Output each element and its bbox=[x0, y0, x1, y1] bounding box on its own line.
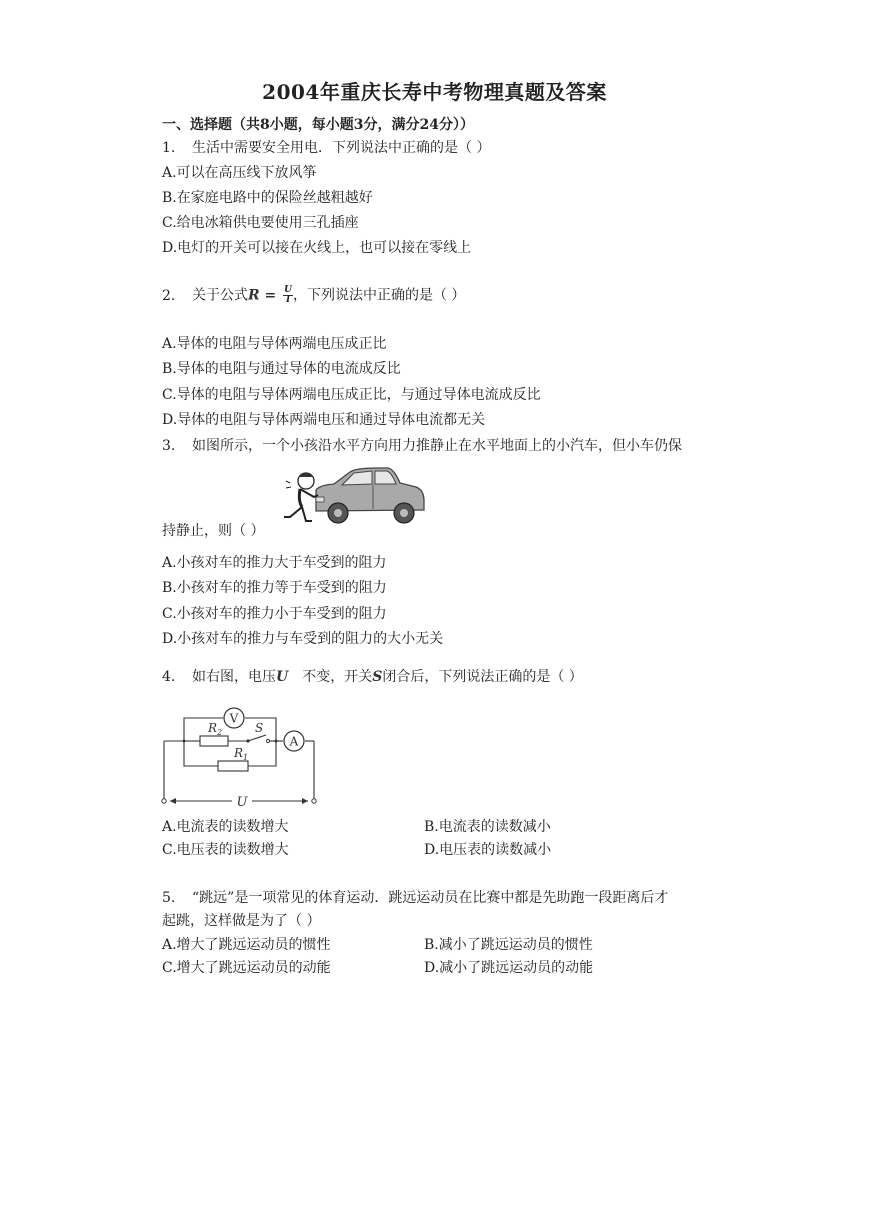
right-terminal bbox=[312, 799, 316, 803]
voltage-arrow-left bbox=[170, 798, 176, 804]
switch-blade bbox=[248, 735, 266, 741]
child-arm bbox=[300, 489, 318, 497]
question-4-option-b: B.电流表的读数减小 bbox=[424, 819, 551, 835]
question-2-stem bbox=[162, 286, 465, 305]
question-3-number: 3. bbox=[162, 438, 176, 454]
question-5-stem-line1 bbox=[162, 889, 668, 907]
question-2-option-c: C.导体的电阻与导体两端电压成正比，与通过导体电流成反比 bbox=[162, 387, 541, 403]
car-front-hub bbox=[334, 509, 342, 517]
question-2-text-pre: 关于公式 bbox=[192, 287, 248, 304]
left-terminal bbox=[162, 799, 166, 803]
child-leg-back bbox=[284, 507, 302, 517]
question-1-stem bbox=[162, 139, 490, 157]
question-2-option-a: A.导体的电阻与导体两端电压成正比 bbox=[162, 336, 387, 352]
r1-label: $R_1$ bbox=[234, 746, 249, 762]
effort-lines bbox=[286, 481, 291, 488]
formula-denominator: I bbox=[285, 295, 291, 305]
question-5-option-b: B.减小了跳远运动员的惯性 bbox=[424, 937, 593, 953]
question-5-option-d: D.减小了跳远运动员的动能 bbox=[424, 960, 594, 976]
question-1-number: 1. bbox=[162, 140, 176, 156]
question-1-option-d: D.电灯的开关可以接在火线上，也可以接在零线上 bbox=[162, 240, 472, 256]
question-1-option-b: B.在家庭电路中的保险丝越粗越好 bbox=[162, 190, 373, 206]
question-3-option-b: B.小孩对车的推力等于车受到的阻力 bbox=[162, 580, 387, 596]
question-3-option-c: C.小孩对车的推力小于车受到的阻力 bbox=[162, 606, 387, 622]
question-3-stem-line2: 持静止，则（ ） bbox=[162, 523, 265, 539]
voltmeter-label: V bbox=[229, 711, 239, 726]
formula-r: R bbox=[248, 287, 260, 304]
r2-label: $R_2$ bbox=[208, 721, 223, 737]
ammeter-label: A bbox=[289, 734, 299, 749]
circuit-diagram bbox=[156, 706, 326, 810]
question-5-stem-line2: 起跳，这样做是为了（ ） bbox=[162, 913, 321, 929]
page-title: 2004年重庆长寿中考物理真题及答案 bbox=[262, 80, 607, 104]
question-3-option-a: A.小孩对车的推力大于车受到的阻力 bbox=[162, 555, 387, 571]
question-1-option-c: C.给电冰箱供电要使用三孔插座 bbox=[162, 215, 359, 231]
variable-s: S bbox=[372, 669, 383, 685]
left-node bbox=[183, 740, 186, 743]
voltage-arrow-right bbox=[302, 798, 308, 804]
r1-right-wire bbox=[248, 741, 276, 766]
question-5-number: 5. bbox=[162, 890, 176, 906]
question-3-option-d: D.小孩对车的推力与车受到的阻力的大小无关 bbox=[162, 631, 444, 647]
resistor-r1 bbox=[218, 761, 248, 771]
car-headlight bbox=[316, 497, 324, 502]
question-1-text: 生活中需要安全用电．下列说法中正确的是（ ） bbox=[192, 140, 491, 156]
question-2-option-d: D.导体的电阻与导体两端电压和通过导体电流都无关 bbox=[162, 412, 486, 428]
formula-numerator: U bbox=[284, 285, 292, 295]
question-4-text-post: 闭合后，下列说法正确的是（ ） bbox=[382, 669, 583, 685]
question-3-text-1: 如图所示，一个小孩沿水平方向用力推静止在水平地面上的小汽车，但小车仍保 bbox=[192, 438, 682, 454]
car-rear-hub bbox=[400, 509, 408, 517]
question-4-stem bbox=[162, 668, 583, 686]
right-node bbox=[275, 740, 278, 743]
formula-fraction bbox=[283, 286, 293, 305]
child-hair bbox=[298, 473, 314, 477]
switch-label: S bbox=[255, 721, 264, 735]
question-2-number: 2. bbox=[162, 287, 176, 304]
child-pushing-car-illustration bbox=[276, 463, 428, 535]
child-leg-front bbox=[302, 507, 312, 521]
question-2-text-post: ，下列说法中正确的是（ ） bbox=[292, 287, 466, 304]
question-1-option-a: A.可以在高压线下放风筝 bbox=[162, 165, 317, 181]
variable-u: U bbox=[276, 669, 289, 685]
question-4-option-d: D.电压表的读数减小 bbox=[424, 842, 552, 858]
question-4-option-a: A.电流表的读数增大 bbox=[162, 819, 289, 835]
question-4-number: 4. bbox=[162, 669, 176, 685]
source-voltage-label: U bbox=[236, 795, 248, 810]
switch-pivot bbox=[246, 739, 249, 742]
question-2-option-b: B.导体的电阻与通过导体的电流成反比 bbox=[162, 361, 401, 377]
resistor-r2 bbox=[200, 736, 228, 746]
switch-contact bbox=[266, 739, 269, 742]
child-body bbox=[299, 489, 302, 507]
question-3-stem-line1 bbox=[162, 437, 682, 455]
question-4-option-c: C.电压表的读数增大 bbox=[162, 842, 289, 858]
question-5-option-a: A.增大了跳远运动员的惯性 bbox=[162, 937, 331, 953]
question-5-option-c: C.增大了跳远运动员的动能 bbox=[162, 960, 331, 976]
question-5-text-1: “跳远”是一项常见的体育运动．跳远运动员在比赛中都是先助跑一段距离后才 bbox=[192, 890, 669, 906]
section-heading: 一、选择题（共8小题，每小题3分，满分24分）） bbox=[162, 117, 474, 133]
question-4-text-mid: 不变，开关 bbox=[288, 669, 373, 685]
formula-equals: = bbox=[259, 287, 282, 304]
question-4-text-pre: 如右图，电压 bbox=[192, 669, 276, 685]
